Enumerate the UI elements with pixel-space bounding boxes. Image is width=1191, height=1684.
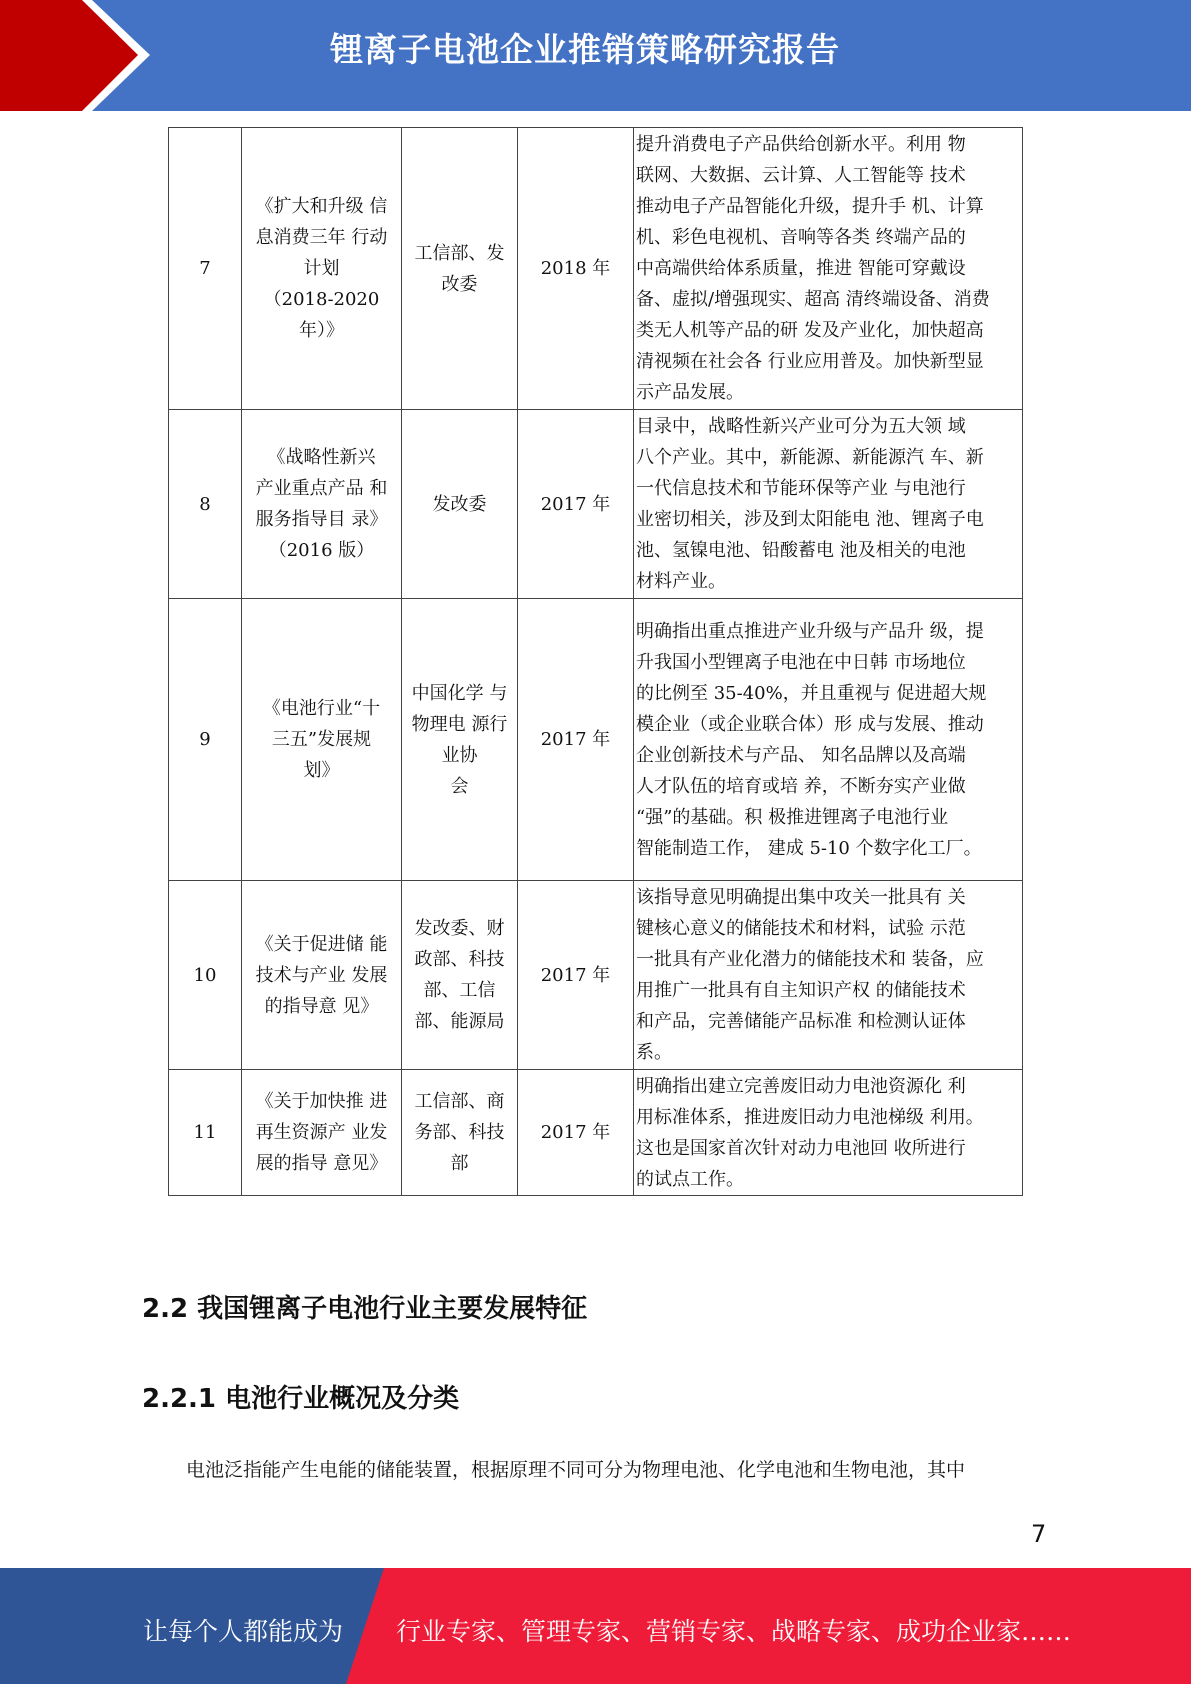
cell-policy-name-line: （2018-2020 (263, 289, 380, 310)
cell-department-line: 改委 (441, 273, 478, 295)
cell-content-line: 人才队伍的培育或培 养，不断夯实产业做 (636, 775, 966, 797)
cell-department-line: 发改委 (432, 493, 487, 515)
cell-number: 7 (169, 128, 242, 410)
cell-policy-name-line: 《扩大和升级 信 (255, 196, 388, 217)
cell-content (634, 1070, 1023, 1196)
subsection-heading: 2.2.1 电池行业概况及分类 (142, 1384, 460, 1414)
cell-content-line: 提升消费电子产品供给创新水平。利用 物 (636, 134, 966, 155)
cell-content-line: 材料产业。 (636, 571, 726, 592)
cell-policy-name-line: （2016 版） (268, 540, 375, 561)
cell-content-line: 一代信息技术和节能环保等产业 与电池行 (636, 478, 966, 499)
cell-content-line: 的试点工作。 (636, 1168, 744, 1190)
cell-content-line: 备、虚拟/增强现实、超高 清终端设备、消费 (636, 289, 990, 310)
cell-policy-name-line: 服务指导目 录》 (255, 509, 388, 530)
cell-year: 2017 年 (518, 410, 634, 599)
cell-content-line: 这也是国家首次针对动力电池回 收所进行 (636, 1137, 966, 1159)
cell-content-line: 企业创新技术与产品、 知名品牌以及高端 (636, 744, 966, 766)
cell-department-line: 中国化学 与 (411, 682, 508, 704)
cell-department-line: 工信部、商 (414, 1091, 505, 1112)
table-row (169, 410, 1023, 599)
cell-department (402, 881, 518, 1070)
cell-department-line: 物理电 源行 (411, 713, 508, 735)
cell-policy-name-line: 《关于加快推 进 (255, 1091, 388, 1112)
cell-policy-name-line: 划》 (303, 760, 340, 781)
cell-department-line: 发改委、财 (414, 918, 505, 939)
policy-table (168, 127, 1023, 1196)
cell-content-line: 系。 (636, 1042, 672, 1063)
cell-year: 2017 年 (518, 599, 634, 881)
page-number: 7 (1031, 1520, 1047, 1548)
cell-content-line: 键核心意义的储能技术和材料，试验 示范 (636, 918, 966, 939)
cell-content-line: 推动电子产品智能化升级，提升手 机、计算 (636, 196, 984, 217)
cell-department (402, 410, 518, 599)
footer-slogan-left: 让每个人都能成为 (143, 1617, 344, 1646)
footer-slogan-right: 行业专家、管理专家、营销专家、战略专家、成功企业家…… (396, 1617, 1072, 1646)
table-row (169, 128, 1023, 410)
cell-department-line: 会 (450, 775, 469, 797)
cell-policy-name-line: 《关于促进储 能 (255, 933, 388, 955)
cell-content-line: 清视频在社会各 行业应用普及。加快新型显 (636, 351, 984, 372)
header-chevron-arrow (0, 0, 140, 111)
cell-content-line: 的比例至 35-40%，并且重视与 促进超大规 (636, 682, 987, 704)
cell-year: 2017 年 (518, 1070, 634, 1196)
cell-department-line: 工信部、发 (414, 242, 505, 264)
cell-content-line: 用推广一批具有自主知识产权 的储能技术 (636, 980, 966, 1001)
cell-content (634, 599, 1023, 881)
cell-policy-name (242, 410, 402, 599)
cell-number: 9 (169, 599, 242, 881)
cell-policy-name-line: 产业重点产品 和 (255, 478, 388, 499)
cell-department-line: 部、工信 (423, 980, 496, 1001)
cell-year: 2017 年 (518, 881, 634, 1070)
cell-content-line: 智能制造工作， 建成 5-10 个数字化工厂。 (636, 837, 982, 859)
cell-department-line: 务部、科技 (414, 1122, 505, 1143)
cell-content-line: 联网、大数据、云计算、人工智能等 技术 (636, 165, 966, 186)
cell-content-line: 示产品发展。 (636, 382, 744, 403)
cell-policy-name-line: 再生资源产 业发 (255, 1122, 388, 1143)
cell-department-line: 部 (450, 1153, 469, 1174)
cell-content-line: 池、氢镍电池、铅酸蓄电 池及相关的电池 (636, 540, 966, 561)
cell-department-line: 业协 (441, 744, 478, 766)
cell-content-line: 业密切相关，涉及到太阳能电 池、锂离子电 (636, 509, 984, 530)
cell-policy-name (242, 881, 402, 1070)
cell-policy-name-line: 息消费三年 行动 (255, 227, 388, 248)
cell-content-line: 明确指出建立完善废旧动力电池资源化 利 (636, 1075, 966, 1097)
cell-policy-name (242, 128, 402, 410)
cell-policy-name-line: 《战略性新兴 (267, 447, 376, 468)
cell-content-line: 升我国小型锂离子电池在中日韩 市场地位 (636, 651, 966, 673)
cell-content-line: 该指导意见明确提出集中攻关一批具有 关 (636, 887, 966, 908)
cell-department-line: 政部、科技 (414, 949, 505, 970)
footer-banner (0, 1568, 1191, 1684)
cell-year: 2018 年 (518, 128, 634, 410)
cell-policy-name-line: 计划 (303, 258, 340, 279)
cell-content-line: 机、彩色电视机、音响等各类 终端产品的 (636, 227, 966, 248)
cell-content (634, 881, 1023, 1070)
body-paragraph: 电池泛指能产生电能的储能装置，根据原理不同可分为物理电池、化学电池和生物电池，其中 (186, 1459, 966, 1481)
cell-number: 11 (169, 1070, 242, 1196)
cell-number: 8 (169, 410, 242, 599)
cell-content-line: 中高端供给体系质量，推进 智能可穿戴设 (636, 258, 966, 279)
cell-policy-name-line: 展的指导 意见》 (255, 1153, 388, 1174)
cell-content-line: 和产品，完善储能产品标准 和检测认证体 (636, 1011, 966, 1032)
cell-policy-name-line: 技术与产业 发展 (255, 964, 388, 986)
cell-content-line: “强”的基础。积 极推进锂离子电池行业 (636, 806, 949, 828)
header-banner (0, 0, 1191, 111)
cell-content-line: 用标准体系，推进废旧动力电池梯级 利用。 (636, 1106, 984, 1128)
cell-policy-name-line: 三五”发展规 (271, 729, 372, 750)
cell-content (634, 410, 1023, 599)
cell-content-line: 模企业（或企业联合体）形 成与发展、推动 (636, 713, 984, 735)
cell-policy-name-line: 《电池行业“十 (262, 698, 381, 719)
cell-department (402, 599, 518, 881)
table-row (169, 1070, 1023, 1196)
cell-content-line: 八个产业。其中，新能源、新能源汽 车、新 (636, 447, 984, 468)
table-row (169, 881, 1023, 1070)
cell-department (402, 128, 518, 410)
cell-policy-name-line: 年）》 (299, 320, 344, 341)
cell-content-line: 明确指出重点推进产业升级与产品升 级，提 (636, 620, 984, 642)
cell-content-line: 类无人机等产品的研 发及产业化，加快超高 (636, 320, 984, 341)
cell-department (402, 1070, 518, 1196)
cell-policy-name-line: 的指导意 见》 (264, 995, 379, 1017)
cell-department-line: 部、能源局 (414, 1011, 505, 1032)
cell-content-line: 一批具有产业化潜力的储能技术和 装备，应 (636, 949, 984, 970)
cell-number: 10 (169, 881, 242, 1070)
cell-policy-name (242, 1070, 402, 1196)
report-title: 锂离子电池企业推销策略研究报告 (330, 30, 840, 69)
section-heading: 2.2 我国锂离子电池行业主要发展特征 (142, 1294, 588, 1324)
cell-content (634, 128, 1023, 410)
cell-policy-name (242, 599, 402, 881)
cell-content-line: 目录中，战略性新兴产业可分为五大领 域 (636, 416, 966, 437)
table-row (169, 599, 1023, 881)
